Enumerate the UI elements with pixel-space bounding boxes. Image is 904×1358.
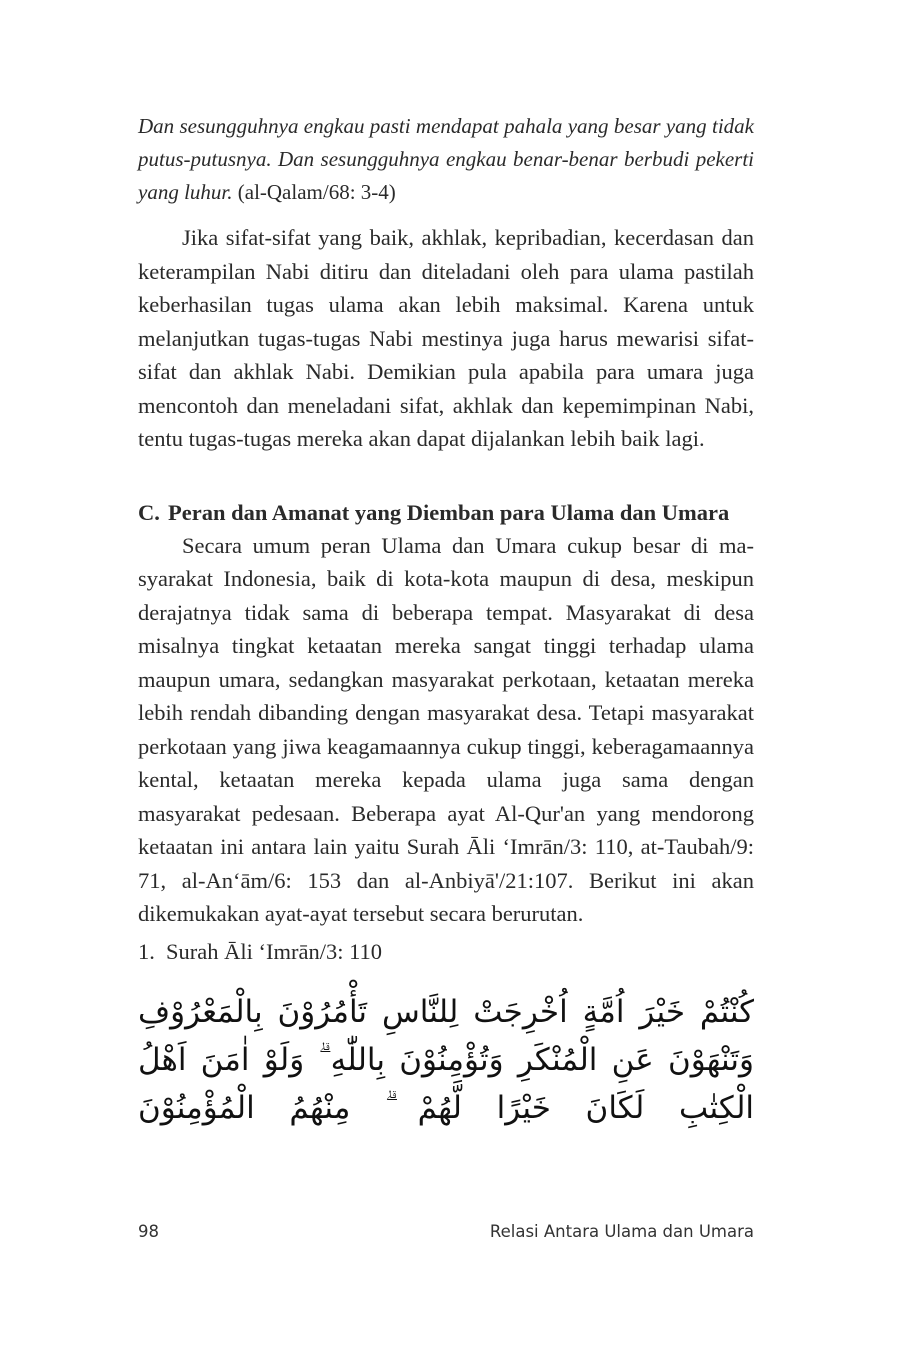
paragraph-2: Secara umum peran Ulama dan Umara cukup besar di masyarakat Indonesia, baik di kota-kota maupun di desa, meskipun derajatnya tidak sama di beberapa tempat. Masyarakat di desa misalnya tingkat ketaatan mereka sangat tinggi terhadap ulama maupun umara, sedangkan masyarakat perkotaan, ketaatan mereka lebih rendah dibanding dengan masyarakat desa. Tetapi masyarakat perkotaan yang jiwa keagamaannya cukup tinggi, keberagamaannya kental, ketaatan mereka kepada ulama juga sama dengan masyarakat pedesaan. Beberapa ayat Al-Qur'an yang mendorong ketaatan ini antara lain yaitu Surah Āli ‘Imrān/3: 110, at-Taubah/9: 71, al-An‘ām/6: 153 dan al-Anbiyā'/21:107. Berikut ini akan dikemukakan ayat-ayat tersebut secara berurutan.: [138, 532, 754, 926]
quote-italic-text: Dan sesungguhnya engkau pasti mendapat pahala yang besar yang tidak putus-putusnya. Dan sesungguhnya engkau benar-benar berbudi pekerti yang luhur.: [138, 114, 754, 204]
page-number: 98: [138, 1222, 159, 1241]
arabic-verse: كُنْتُمْ خَيْرَ اُمَّةٍ اُخْرِجَتْ لِلنَّاسِ تَأْمُرُوْنَ بِالْمَعْرُوْفِ وَتَنْهَوْنَ عَنِ الْمُنْكَرِ وَتُؤْمِنُوْنَ بِاللّٰهِ ۗ وَلَوْ اٰمَنَ اَهْلُ الْكِتٰبِ لَكَانَ خَيْرًا لَّهُمْ ۗ مِنْهُمُ الْمُؤْمِنُوْنَ: [138, 993, 754, 1126]
section-heading: [138, 496, 754, 529]
paragraph-1: Jika sifat-sifat yang baik, akhlak, kepribadian, kecerdasan dan keterampilan Nabi ditiru dan diteladani oleh para ulama pastilah keberhasilan tugas ulama akan lebih maksimal. Karena untuk melanjutkan tugas-tugas Nabi mestinya juga harus mewarisi sifat-sifat dan akhlak Nabi. Demikian pula apabila para umara juga mencontoh dan meneladani sifat, akhlak dan kepemimpinan Nabi, tentu tugas-tugas mereka akan dapat dijalankan lebih baik lagi.: [138, 225, 754, 451]
list-item: [138, 935, 754, 968]
page-footer: [138, 1222, 754, 1241]
quote-citation: (al-Qalam/68: 3-4): [232, 180, 396, 204]
quote-translation: [138, 110, 754, 209]
list-item-label: Surah Āli ‘Imrān/3: 110: [166, 938, 383, 964]
section-title: Peran dan Amanat yang Diemban para Ulama dan Umara: [168, 499, 730, 525]
list-item-number: 1.: [138, 938, 155, 964]
page-body: [138, 110, 754, 1132]
section-number: C.: [138, 499, 160, 525]
running-title: Relasi Antara Ulama dan Umara: [489, 1222, 754, 1241]
